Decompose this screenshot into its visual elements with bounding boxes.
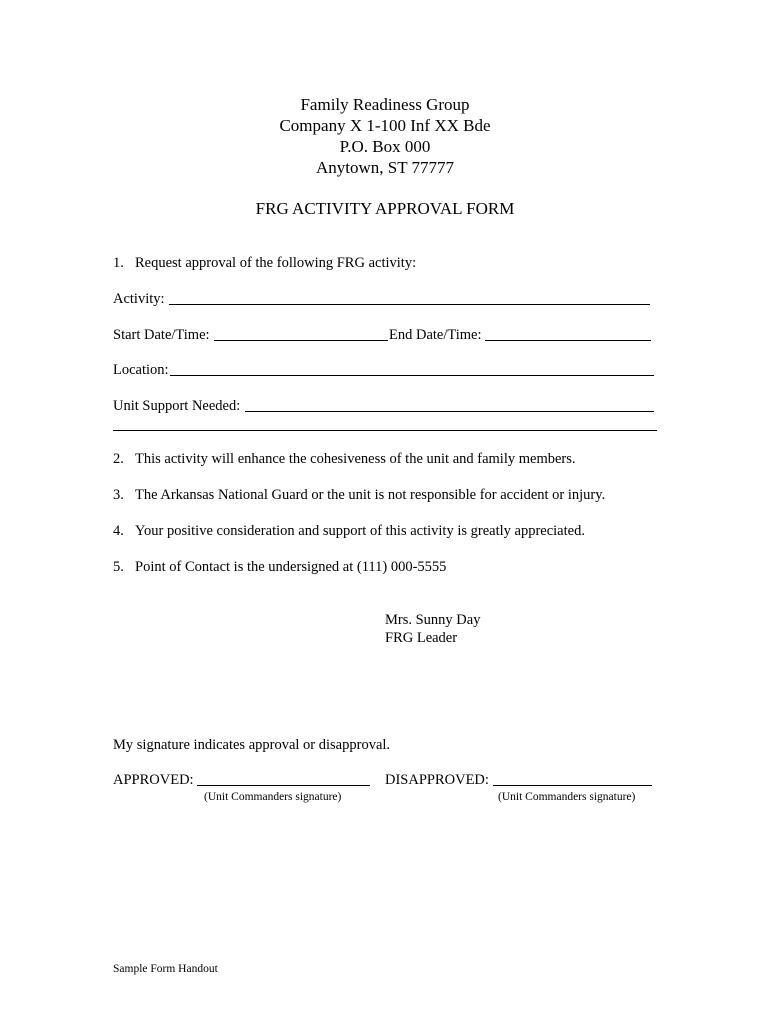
- approved-signature-field[interactable]: [197, 784, 370, 786]
- item-2-number: 2.: [113, 451, 124, 467]
- item-1-text: Request approval of the following FRG activity:: [135, 255, 417, 271]
- item-4-number: 4.: [113, 523, 124, 539]
- approval-statement: My signature indicates approval or disapproval.: [113, 737, 391, 753]
- org-name: Family Readiness Group: [300, 95, 470, 114]
- unit-support-label: Unit Support Needed:: [113, 398, 241, 414]
- item-5-number: 5.: [113, 559, 124, 575]
- unit-support-field[interactable]: [245, 410, 654, 412]
- location-field[interactable]: [170, 374, 654, 376]
- disapproved-caption: (Unit Commanders signature): [498, 791, 636, 803]
- activity-label: Activity:: [113, 291, 165, 307]
- unit-support-field-line-2[interactable]: [113, 429, 657, 431]
- approved-caption: (Unit Commanders signature): [204, 791, 342, 803]
- city-state-zip: Anytown, ST 77777: [315, 158, 455, 177]
- unit-name: Company X 1-100 Inf XX Bde: [279, 116, 491, 135]
- footer-note: Sample Form Handout: [113, 963, 218, 975]
- item-5-text: Point of Contact is the undersigned at (111) 000-5555: [135, 559, 447, 575]
- signer-title: FRG Leader: [385, 630, 458, 646]
- start-datetime-label: Start Date/Time:: [113, 327, 210, 343]
- item-2-text: This activity will enhance the cohesiveness of the unit and family members.: [135, 451, 576, 467]
- item-2: [113, 451, 576, 468]
- item-4-text: Your positive consideration and support of this activity is greatly appreciated.: [135, 523, 585, 539]
- approved-label: APPROVED:: [113, 772, 194, 788]
- end-datetime-field[interactable]: [485, 339, 651, 341]
- item-4: [113, 523, 585, 540]
- item-3-number: 3.: [113, 487, 124, 503]
- letterhead: [0, 94, 770, 178]
- item-1-number: 1.: [113, 255, 124, 271]
- disapproved-label: DISAPPROVED:: [385, 772, 489, 788]
- item-3: [113, 487, 605, 504]
- signer-name: Mrs. Sunny Day: [385, 612, 481, 628]
- location-label: Location:: [113, 362, 169, 378]
- item-5: [113, 559, 446, 576]
- form-title: FRG ACTIVITY APPROVAL FORM: [255, 199, 515, 218]
- item-1: [113, 255, 416, 272]
- po-box: P.O. Box 000: [339, 137, 431, 156]
- item-3-text: The Arkansas National Guard or the unit is not responsible for accident or injury.: [135, 487, 606, 503]
- activity-field[interactable]: [169, 303, 650, 305]
- end-datetime-label: End Date/Time:: [389, 327, 482, 343]
- start-datetime-field[interactable]: [214, 339, 388, 341]
- disapproved-signature-field[interactable]: [493, 784, 652, 786]
